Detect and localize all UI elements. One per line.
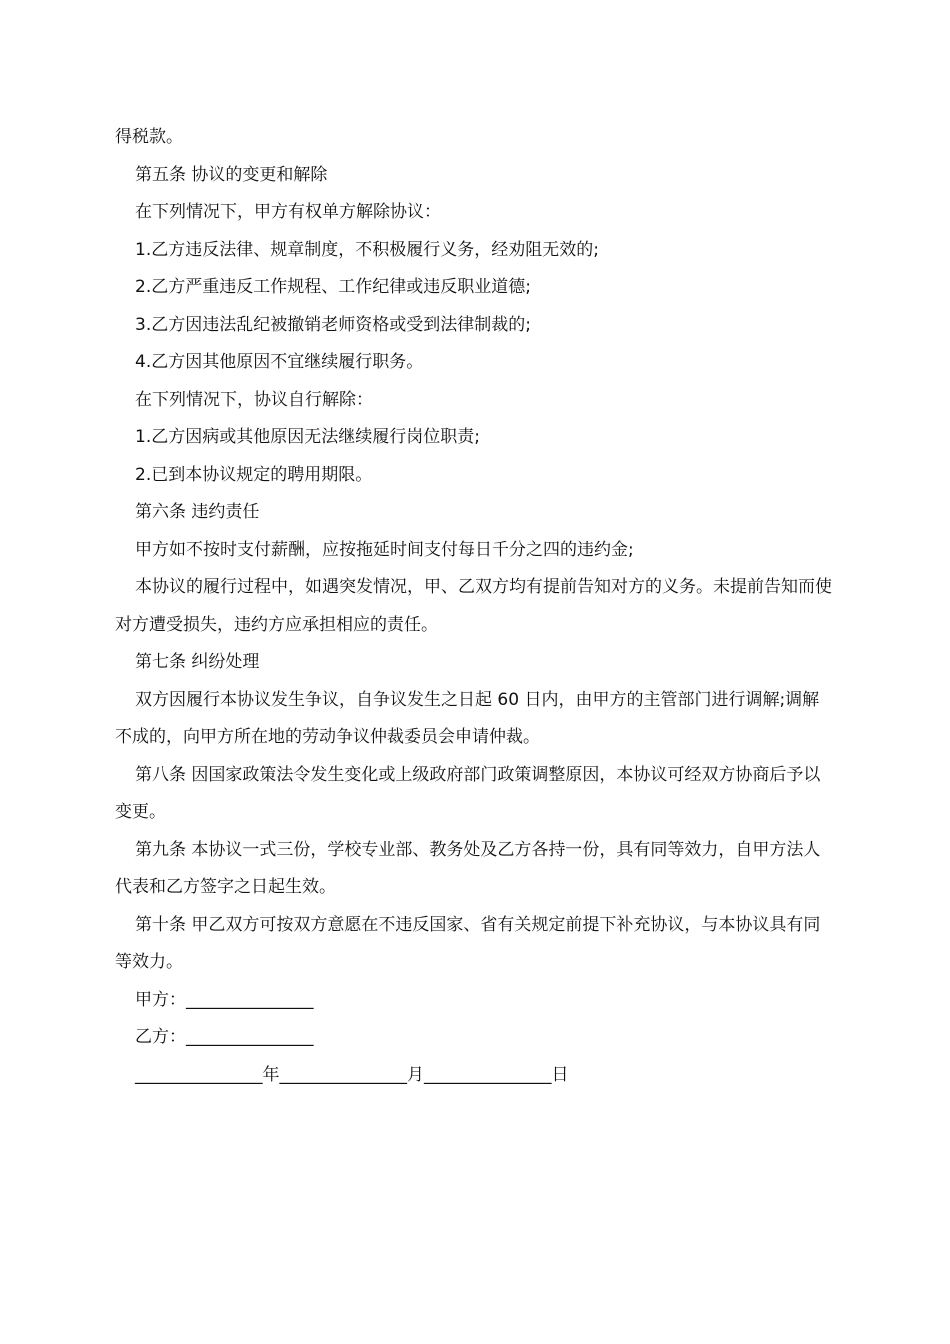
text-line: 在下列情况下，甲方有权单方解除协议： — [135, 202, 441, 222]
list-item: 1.乙方因病或其他原因无法继续履行岗位职责; — [135, 427, 480, 447]
article-8-paragraph: 第八条 因国家政策法令发生变化或上级政府部门政策调整原因，本协议可经双方协商后予以变更。 — [115, 764, 821, 822]
text-line-continuation: 得税款。 — [115, 127, 183, 147]
text-line: 在下列情况下，协议自行解除： — [135, 389, 373, 410]
list-item: 2.已到本协议规定的聘用期限。 — [135, 464, 373, 485]
article-7-heading: 第七条 纠纷处理 — [135, 652, 260, 672]
document-body — [115, 119, 835, 1094]
list-item: 4.乙方因其他原因不宜继续履行职务。 — [135, 352, 424, 372]
list-item: 3.乙方因违法乱纪被撤销老师资格或受到法律制裁的; — [135, 314, 531, 335]
list-item: 1.乙方违反法律、规章制度，不积极履行义务，经劝阻无效的; — [135, 239, 599, 260]
text-line: 甲方如不按时支付薪酬，应按拖延时间支付每日千分之四的违约金; — [135, 539, 634, 560]
date-line: _______________年_______________月_______________日 — [135, 1064, 569, 1085]
party-b-signature-line: 乙方：_______________ — [135, 1027, 314, 1047]
party-a-signature-line: 甲方：_______________ — [135, 989, 314, 1010]
article-6-heading: 第六条 违约责任 — [135, 502, 260, 522]
paragraph: 本协议的履行过程中，如遇突发情况，甲、乙双方均有提前告知对方的义务。未提前告知而使对方遭受损失，违约方应承担相应的责任。 — [115, 577, 832, 635]
list-item: 2.乙方严重违反工作规程、工作纪律或违反职业道德; — [135, 277, 531, 297]
article-5-heading: 第五条 协议的变更和解除 — [135, 164, 328, 185]
article-10-paragraph: 第十条 甲乙双方可按双方意愿在不违反国家、省有关规定前提下补充协议，与本协议具有同等效力。 — [115, 914, 821, 972]
paragraph: 双方因履行本协议发生争议，自争议发生之日起 60 日内，由甲方的主管部门进行调解;调解不成的，向甲方所在地的劳动争议仲裁委员会申请仲裁。 — [115, 689, 820, 747]
article-9-paragraph: 第九条 本协议一式三份，学校专业部、教务处及乙方各持一份，具有同等效力，自甲方法人代表和乙方签字之日起生效。 — [115, 839, 821, 897]
